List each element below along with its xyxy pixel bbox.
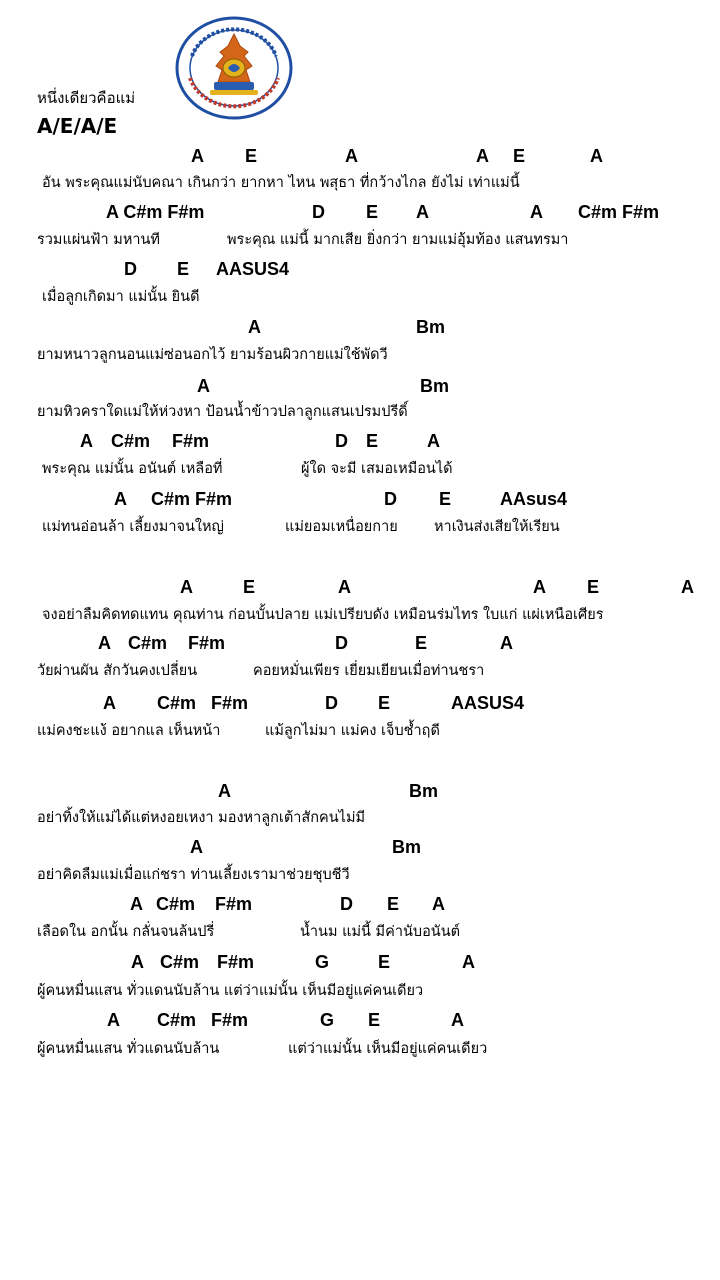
chord-symbol: D [384,489,397,509]
chord-symbol: E [439,489,452,509]
chord-symbol: F#m [215,894,253,914]
chord-symbol: Bm [409,781,439,801]
lyric-line [0,660,720,686]
chord-symbol: A [533,577,546,597]
chord-symbol: D [340,894,353,914]
chord-symbol: A [500,633,513,653]
chord-symbol: Bm [420,376,450,396]
chord-symbol: E [243,577,256,597]
chord-symbol: F#m [211,1010,249,1030]
chord-symbol: A [590,146,603,166]
lyric-text: เลือดใน อกนั้น กลั่นจนล้นปรี่ [37,924,215,940]
chord-symbol: E [177,259,190,279]
lyric-text: แม้ลูกไม่มา แม่คง เจ็บช้ำฤดี [265,723,440,739]
lyric-line [0,921,720,947]
chord-line [0,201,720,227]
chord-symbol: A [103,693,116,713]
chord-symbol: D [124,259,137,279]
chord-symbol: E [387,894,400,914]
chord-symbol: A [530,202,543,222]
lyric-text: ผู้คนหมื่นแสน ทั่วแดนนับล้าน [37,1041,220,1057]
chord-symbol: F#m [217,952,255,972]
chord-symbol: A [345,146,358,166]
chord-symbol: A [114,489,127,509]
chord-line [0,258,720,284]
intro-chords: A/E/A/E [37,114,118,138]
chord-symbol: C#m [111,431,151,451]
chord-symbol: A [130,894,143,914]
lyric-text: อัน พระคุณแม่นับคณา เกินกว่า ยากหา ไหน พสุธา ที่กว้างไกล ยังไม่ เท่าแม่นี้ [42,175,520,191]
chord-symbol: D [325,693,338,713]
chord-symbol: A [462,952,475,972]
lyric-text: แต่ว่าแม่นั้น เห็นมีอยู่แค่คนเดียว [288,1041,488,1057]
lyric-text: รวมแผ่นฟ้า มหานที [37,232,160,248]
chord-symbol: C#m [157,1010,197,1030]
chord-line [0,488,720,514]
lyric-line [0,980,720,1006]
lyric-text: คอยหมั่นเพียร เยี่ยมเยียนเมื่อท่านชรา [253,663,485,679]
song-title: หนึ่งเดียวคือแม่ [37,89,136,107]
lyric-line [0,172,720,198]
chord-line [0,316,720,342]
lyric-text: แม่คงชะแง้ อยากแล เห็นหน้า [37,723,221,739]
lyric-text: แม่ยอมเหนื่อยกาย [285,519,398,535]
lyric-text: แม่ทนอ่อนล้า เลี้ยงมาจนใหญ่ [42,519,224,535]
lyric-line [0,229,720,255]
chord-symbol: AASUS4 [216,259,290,279]
chord-symbol: A [427,431,440,451]
lyric-line [0,807,720,833]
chord-symbol: A C#m F#m [106,202,205,222]
chord-symbol: A [191,146,204,166]
chord-symbol: E [245,146,258,166]
lyric-text: ผู้คนหมื่นแสน ทั่วแดนนับล้าน แต่ว่าแม่นั้น เห็นมีอยู่แค่คนเดียว [37,983,424,999]
chord-symbol: E [366,431,379,451]
chord-symbol: C#m [128,633,168,653]
chord-symbol: A [476,146,489,166]
chord-symbol: C#m [160,952,200,972]
chord-symbol: A [197,376,210,396]
chord-symbol: A [248,317,261,337]
chord-symbol: A [80,431,93,451]
chord-line [0,692,720,718]
lyric-text: พระคุณ แม่นั้น อนันต์ เหลือที่ [42,461,223,477]
chord-symbol: A [180,577,193,597]
lyric-line [0,344,720,370]
lyric-text: เมื่อลูกเกิดมา แม่นั้น ยินดี [42,289,200,305]
chord-symbol: A [451,1010,464,1030]
chord-line [0,375,720,401]
chord-symbol: D [335,633,348,653]
chord-symbol: A [98,633,111,653]
chord-symbol: F#m [211,693,249,713]
chord-line [0,893,720,919]
lyric-text: น้ำนม แม่นี้ มีค่านับอนันต์ [300,924,461,940]
lyric-line [0,458,720,484]
chord-symbol: Bm [392,837,422,857]
chord-line [0,836,720,862]
lyric-text: พระคุณ แม่นี้ มากเสีย ยิ่งกว่า ยามแม่อุ้มท้อง แสนทรมา [227,232,569,248]
chord-symbol: C#m F#m [578,202,660,222]
chord-symbol: C#m [157,693,197,713]
chord-symbol: E [513,146,526,166]
chord-symbol: F#m [188,633,226,653]
chord-symbol: G [320,1010,335,1030]
lyric-line [0,1038,720,1064]
chord-symbol: E [368,1010,381,1030]
lyric-text: ยามหนาวลูกนอนแม่ซ่อนอกไว้ ยามร้อนผิวกายแม่ใช้พัดวี [37,347,388,363]
chord-symbol: E [378,693,391,713]
chord-symbol: AASUS4 [451,693,525,713]
chord-line [0,1009,720,1035]
lyric-text: ยามหิวคราใดแม่ให้ห่วงหา ป้อนน้ำข้าวปลาลูกแสนเปรมปรีดิ์ [37,404,408,420]
lyric-line [0,401,720,427]
lyric-line [0,286,720,312]
chord-line [0,576,720,602]
lyric-text: อย่าทิ้งให้แม่ได้แต่หงอยเหงา มองหาลูกเต้าสักคนไม่มี [37,810,366,826]
chord-line [0,632,720,658]
chord-symbol: Bm [416,317,446,337]
chord-symbol: G [315,952,330,972]
chord-symbol: D [335,431,348,451]
chord-symbol: C#m F#m [151,489,233,509]
chord-symbol: A [190,837,203,857]
chord-symbol: A [338,577,351,597]
chord-symbol: A [131,952,144,972]
lyric-line [0,720,720,746]
lyric-line [0,604,720,630]
chord-line [0,145,720,171]
lyric-text: อย่าคิดลืมแม่เมื่อแก่ชรา ท่านเลี้ยงเรามาช่วยชุบชีวี [37,867,350,883]
chord-symbol: E [378,952,391,972]
chord-line [0,780,720,806]
chord-symbol: A [218,781,231,801]
chord-symbol: E [415,633,428,653]
lyric-line [0,516,720,542]
chord-line [0,951,720,977]
chord-symbol: AAsus4 [500,489,568,509]
chord-line [0,430,720,456]
lyric-text: หาเงินส่งเสียให้เรียน [434,519,560,535]
lyric-text: วัยผ่านผัน สักวันคงเปลี่ยน [37,663,198,679]
chord-symbol: F#m [172,431,210,451]
chord-symbol: A [681,577,694,597]
chord-symbol: D [312,202,325,222]
chord-symbol: C#m [156,894,196,914]
lyric-text: จงอย่าลืมคิดทดแทน คุณท่าน ก่อนบั้นปลาย แม่เปรียบดัง เหมือนร่มไทร ใบแก่ แผ่เหนือเศียร [42,607,604,623]
lyric-text: ผู้ใด จะมี เสมอเหมือนได้ [301,461,453,477]
chord-symbol: A [107,1010,120,1030]
chord-symbol: A [432,894,445,914]
chord-symbol: E [366,202,379,222]
lyric-line [0,864,720,890]
chord-symbol: A [416,202,429,222]
chord-symbol: E [587,577,600,597]
